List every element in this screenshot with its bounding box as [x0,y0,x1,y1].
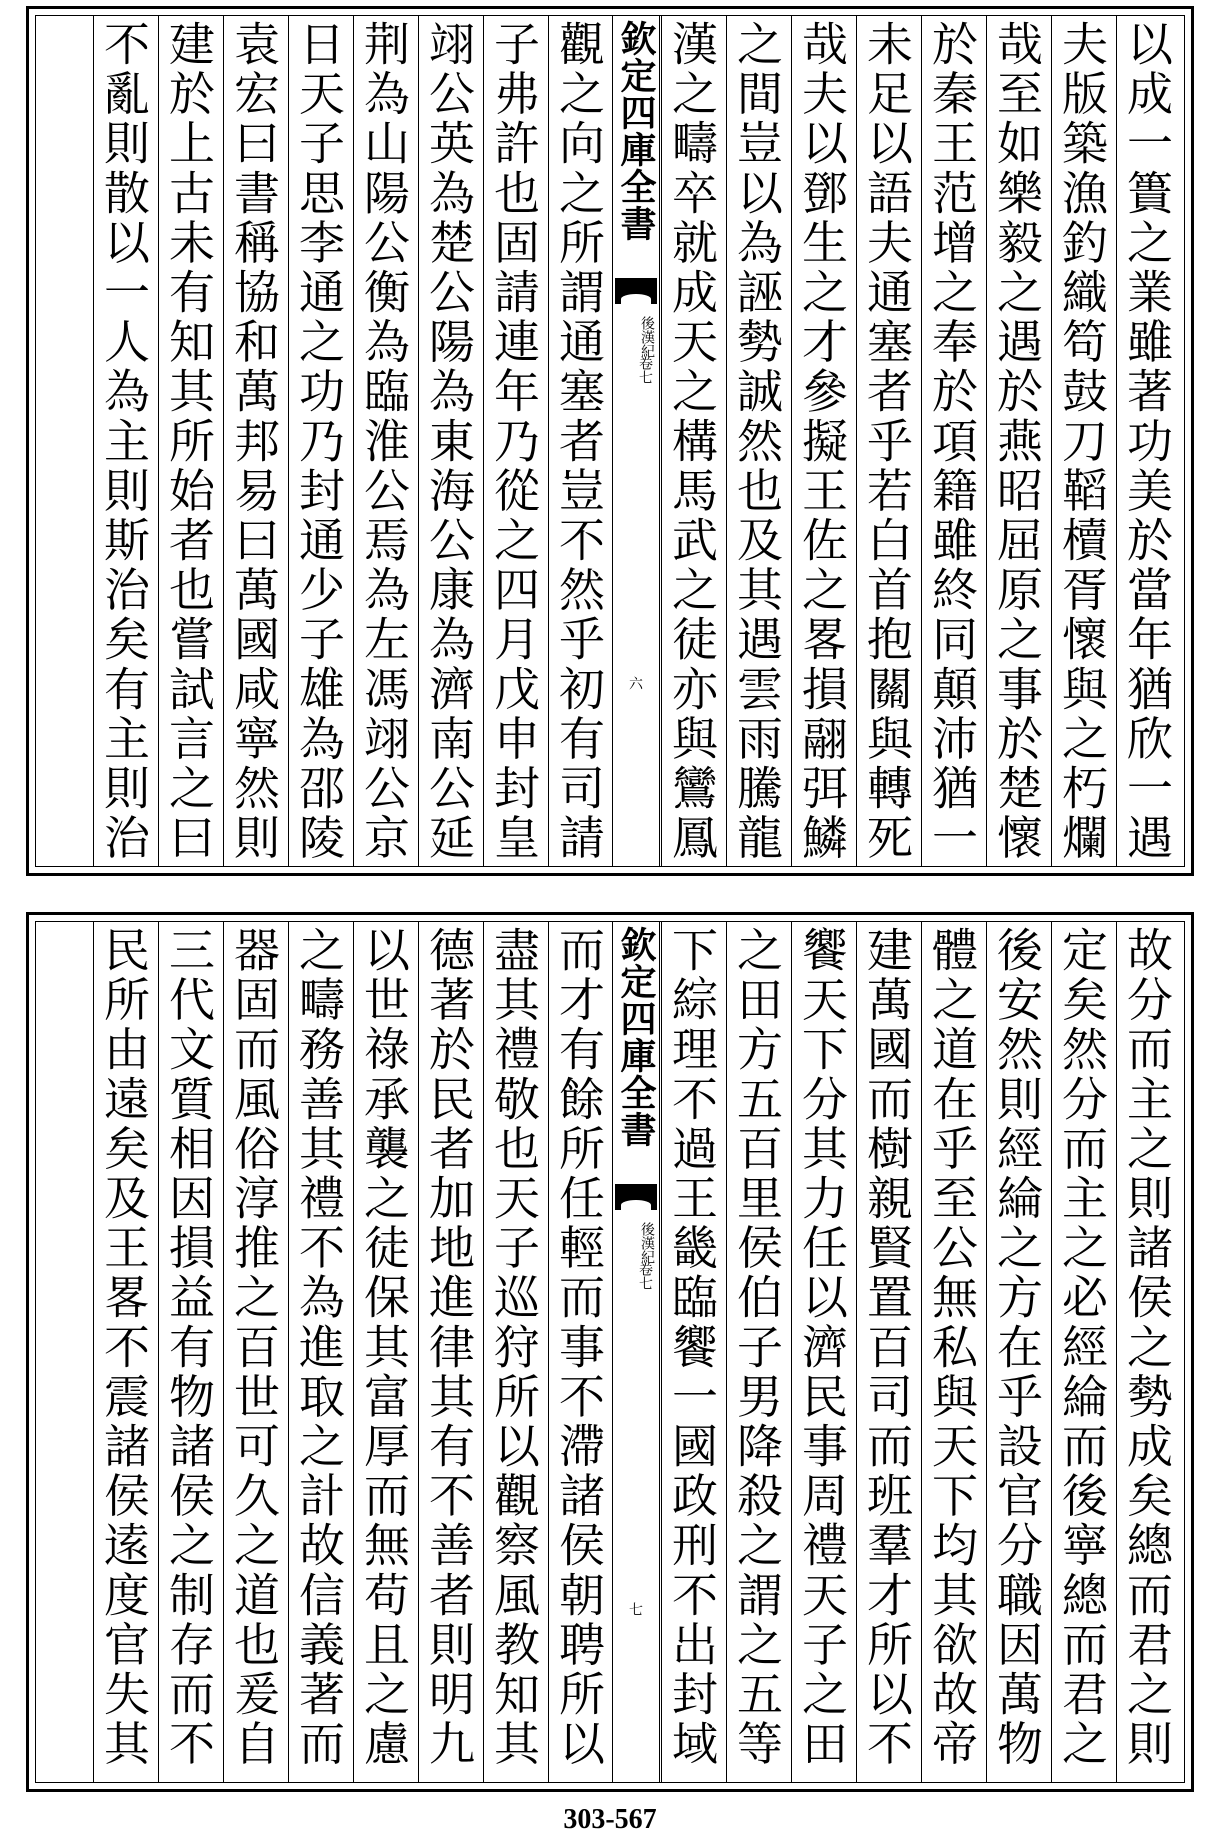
spine-book-title: 後漢紀 [639,1222,655,1264]
page-footer-number: 303-567 [563,1804,657,1835]
bottom-page-frame [35,921,1185,1783]
spine-page-number: 六 [627,676,643,690]
text-column: 建於上古未有知其所始者也嘗試言之曰 [158,16,220,866]
text-column: 德著於民者加地進律其有不善者則明九 [418,922,480,1782]
text-column: 日天子思李通之功乃封通少子雄為邵陵 [288,16,350,866]
text-column: 盡其禮敬也天子巡狩所以觀察風教知其 [483,922,545,1782]
page-spine [612,922,660,1782]
text-column: 體之道在乎至公無私與天下均其欲故帝 [921,922,983,1782]
text-column: 器固而風俗淳推之百世可久之道也爰自 [223,922,285,1782]
text-column: 哉夫以鄧生之才參擬王佐之畧損翮弭鱗 [791,16,853,866]
spine-page-number: 七 [627,1602,643,1616]
fish-tail-mark [615,278,657,304]
text-column: 之疇務善其禮不為進取之計故信義著而 [288,922,350,1782]
fish-tail-mark [615,1184,657,1210]
text-column: 後安然則經綸之方在乎設官分職因萬物 [986,922,1048,1782]
spine-volume: 卷七 [637,356,653,384]
text-column: 饗天下分其力任以濟民事周禮天子之田 [791,922,853,1782]
text-column: 定矣然分而主之必經綸而後寧總而君之 [1051,922,1113,1782]
page-spine [612,16,660,866]
text-column: 不亂則散以一人為主則斯治矣有主則治 [93,16,155,866]
text-column: 以世祿承襲之徒保其富厚而無苟且之慮 [353,922,415,1782]
text-column: 未足以語夫通塞者乎若白首抱關與轉死 [856,16,918,866]
text-column: 荆為山陽公衡為臨淮公焉為左馮翊公京 [353,16,415,866]
text-column: 三代文質相因損益有物諸侯之制存而不 [158,922,220,1782]
text-column: 哉至如樂毅之遇於燕昭屈原之事於楚懷 [986,16,1048,866]
text-column: 於秦王范增之奉於項籍雖終同顛沛猶一 [921,16,983,866]
text-column: 夫版築漁釣織笱鼓刀鞱櫝胥懷與之朽爛 [1051,16,1113,866]
text-column: 建萬國而樹親賢置百司而班羣才所以不 [856,922,918,1782]
text-column: 下綜理不過王畿臨饗一國政刑不出封域 [661,922,723,1782]
top-page [26,6,1194,876]
text-column: 民所由遠矣及王畧不震諸侯逺度官失其 [93,922,155,1782]
text-column: 袁宏曰書稱協和萬邦易曰萬國咸寧然則 [223,16,285,866]
spine-title: 欽定四庫全書 [615,20,657,242]
text-column: 漢之疇卒就成天之構馬武之徒亦與鸞鳳 [661,16,723,866]
text-column: 而才有餘所任輕而事不滯諸侯朝聘所以 [548,922,610,1782]
spine-book-title: 後漢紀 [639,316,655,358]
top-page-frame [35,15,1185,867]
text-column: 之田方五百里侯伯子男降殺之謂之五等 [726,922,788,1782]
text-column: 子弗許也固請連年乃從之四月戊申封皇 [483,16,545,866]
text-column: 之間豈以為誣勢誠然也及其遇雲雨騰龍 [726,16,788,866]
bottom-page [26,912,1194,1792]
text-column: 翊公英為楚公陽為東海公康為濟南公延 [418,16,480,866]
text-column: 以成一簣之業雖著功美於當年猶欣一遇 [1116,16,1178,866]
text-column: 觀之向之所謂通塞者豈不然乎初有司請 [548,16,610,866]
spine-volume: 卷七 [637,1262,653,1290]
spine-title: 欽定四庫全書 [615,926,657,1148]
text-column: 故分而主之則諸侯之勢成矣總而君之則 [1116,922,1178,1782]
